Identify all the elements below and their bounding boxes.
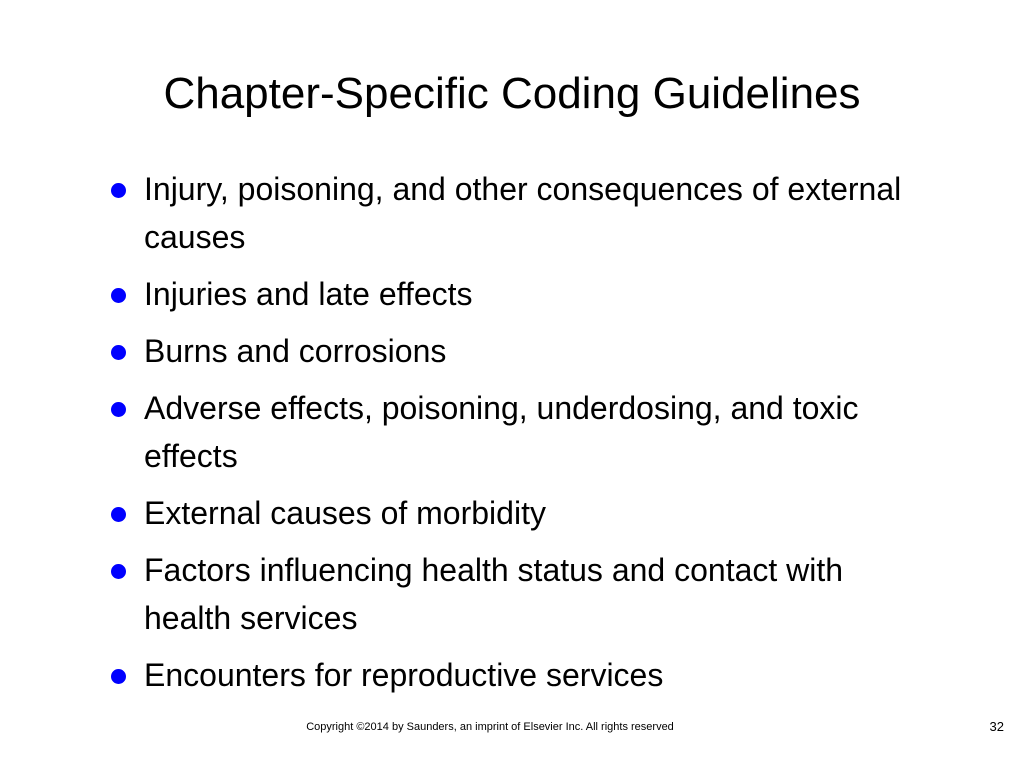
bullet-dot-icon — [111, 183, 126, 198]
bullet-item — [108, 327, 908, 375]
bullet-text: Factors influencing health status and contact with health services — [144, 552, 844, 636]
bullet-item — [108, 546, 908, 642]
bullet-item — [108, 270, 908, 318]
page-number: 32 — [989, 719, 1004, 734]
bullet-dot-icon — [111, 669, 126, 684]
slide-title: Chapter-Specific Coding Guidelines — [163, 69, 861, 118]
bullet-text: Adverse effects, poisoning, underdosing, and toxic effects — [144, 390, 859, 474]
bullet-item — [108, 165, 908, 261]
bullet-dot-icon — [111, 564, 126, 579]
bullet-text: Encounters for reproductive services — [144, 657, 664, 693]
bullet-text: Injuries and late effects — [144, 276, 473, 312]
bullet-dot-icon — [111, 402, 126, 417]
bullet-text: Injury, poisoning, and other consequences of external causes — [144, 171, 902, 255]
bullet-dot-icon — [111, 507, 126, 522]
bullet-list — [108, 165, 908, 708]
bullet-dot-icon — [111, 345, 126, 360]
bullet-item — [108, 651, 908, 699]
footer-copyright: Copyright ©2014 by Saunders, an imprint of Elsevier Inc. All rights reserved — [306, 721, 674, 733]
bullet-text: Burns and corrosions — [144, 333, 447, 369]
bullet-dot-icon — [111, 288, 126, 303]
bullet-text: External causes of morbidity — [144, 495, 546, 531]
bullet-item — [108, 384, 908, 480]
bullet-item — [108, 489, 908, 537]
